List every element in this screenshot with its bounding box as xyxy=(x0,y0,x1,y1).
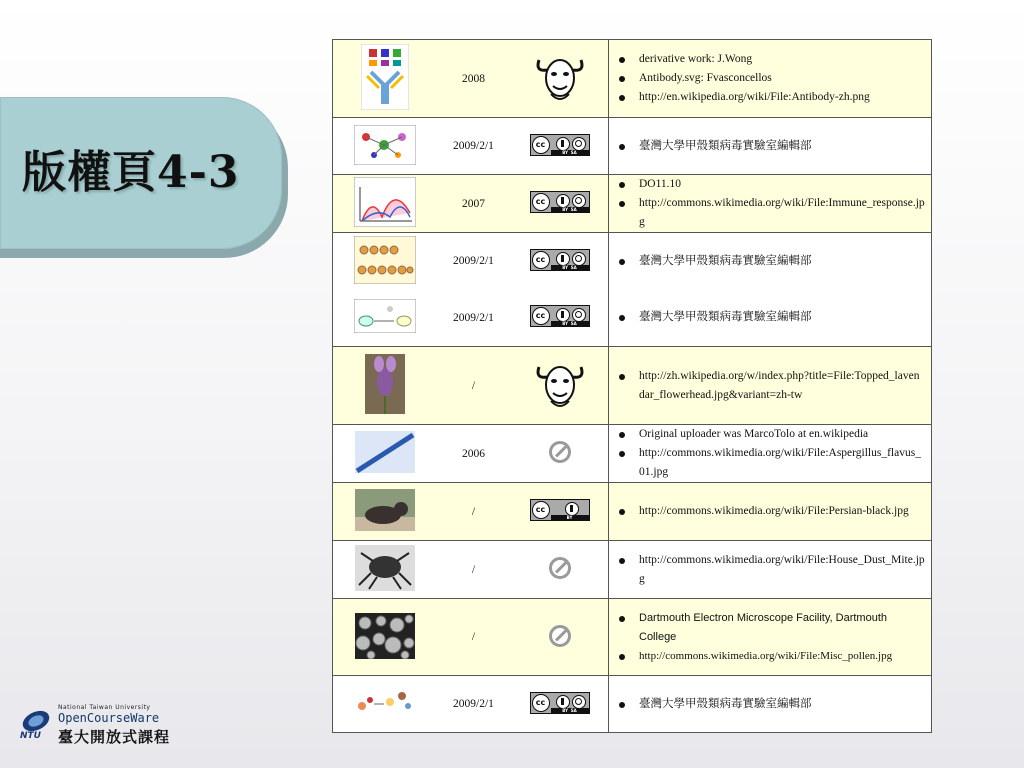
thumbnail-cell xyxy=(333,541,437,599)
date-cell: / xyxy=(436,541,511,599)
cc-by-sa-icon: cc BY SA xyxy=(530,305,590,327)
source-cell xyxy=(609,175,932,233)
source-item: DO11.10 xyxy=(617,175,925,194)
slide-title: 版權頁4-3 xyxy=(22,147,240,198)
ntu-ocw-logo xyxy=(18,704,218,748)
cc-by-sa-icon: cc BY SA xyxy=(530,249,590,271)
source-cell xyxy=(609,483,932,541)
thumbnail-cell xyxy=(333,425,437,483)
date-cell: 2009/2/1 xyxy=(436,118,511,175)
date-cell: 2009/2/1 xyxy=(436,676,511,733)
copyright-table xyxy=(332,39,932,733)
source-item: http://zh.wikipedia.org/w/index.php?title=File:Topped_lavendar_flowerhead.jpg&variant=zh-tw xyxy=(617,367,925,405)
source-item: Dartmouth Electron Microscope Facility, Dartmouth College xyxy=(617,609,925,647)
source-item: derivative work: J.Wong xyxy=(617,50,925,69)
source-cell xyxy=(609,347,932,425)
source-item: http://commons.wikimedia.org/wiki/File:House_Dust_Mite.jpg xyxy=(617,551,925,589)
table-row xyxy=(333,541,932,599)
infection-diagram-image xyxy=(354,688,416,718)
date-cell: / xyxy=(436,599,511,676)
source-cell xyxy=(609,40,932,118)
table-row xyxy=(333,175,932,233)
thumbnail-cell xyxy=(333,599,437,676)
table-row xyxy=(333,290,932,347)
public-domain-icon xyxy=(549,557,571,579)
table-row xyxy=(333,483,932,541)
source-item: http://commons.wikimedia.org/wiki/File:Immune_response.jpg xyxy=(617,194,925,232)
table-row xyxy=(333,118,932,175)
source-item: http://commons.wikimedia.org/wiki/File:Misc_pollen.jpg xyxy=(617,647,925,666)
gnu-icon xyxy=(533,50,587,104)
source-item: Antibody.svg: Fvasconcellos xyxy=(617,69,925,88)
date-cell: 2006 xyxy=(436,425,511,483)
date-cell: / xyxy=(436,483,511,541)
thumbnail-cell xyxy=(333,347,437,425)
source-cell xyxy=(609,233,932,290)
source-cell xyxy=(609,541,932,599)
university-label: National Taiwan University xyxy=(58,704,151,711)
thumbnail-cell xyxy=(333,118,437,175)
thumbnail-cell xyxy=(333,290,437,347)
license-cell xyxy=(511,425,609,483)
date-cell: 2009/2/1 xyxy=(436,233,511,290)
thumbnail-cell xyxy=(333,676,437,733)
license-cell xyxy=(511,118,609,175)
source-item: 臺灣大學甲殼類病毒實驗室編輯部 xyxy=(617,252,925,271)
cell-diagram-image xyxy=(354,125,416,165)
license-cell xyxy=(511,676,609,733)
public-domain-icon xyxy=(549,441,571,463)
source-item: http://commons.wikimedia.org/wiki/File:Aspergillus_flavus_01.jpg xyxy=(617,444,925,482)
date-cell: 2008 xyxy=(436,40,511,118)
public-domain-icon xyxy=(549,625,571,647)
table-row xyxy=(333,676,932,733)
source-cell xyxy=(609,676,932,733)
ocw-chinese-label: 臺大開放式課程 xyxy=(58,728,171,746)
source-item: 臺灣大學甲殼類病毒實驗室編輯部 xyxy=(617,695,925,714)
license-cell xyxy=(511,233,609,290)
source-cell xyxy=(609,118,932,175)
cc-by-sa-icon: cc BY SA xyxy=(530,692,590,714)
table-row xyxy=(333,599,932,676)
license-cell xyxy=(511,40,609,118)
source-item: http://commons.wikimedia.org/wiki/File:Persian-black.jpg xyxy=(617,502,925,521)
gnu-icon xyxy=(533,357,587,411)
thumbnail-cell xyxy=(333,175,437,233)
table-row xyxy=(333,40,932,118)
pollen-photo xyxy=(355,613,415,659)
source-item: Original uploader was MarcoTolo at en.wikipedia xyxy=(617,425,925,444)
thumbnail-cell xyxy=(333,233,437,290)
ocw-label: OpenCourseWare xyxy=(58,711,160,725)
persian-cat-photo xyxy=(355,489,415,531)
cells-grid-image xyxy=(354,236,416,284)
lavender-photo xyxy=(365,354,405,414)
aspergillus-photo xyxy=(355,431,415,473)
source-item: http://en.wikipedia.org/wiki/File:Antibody-zh.png xyxy=(617,88,925,107)
cc-by-icon: cc BY xyxy=(530,499,590,521)
source-item: 臺灣大學甲殼類病毒實驗室編輯部 xyxy=(617,308,925,327)
license-cell xyxy=(511,599,609,676)
license-cell xyxy=(511,347,609,425)
cc-by-sa-icon: cc BY SA xyxy=(530,134,590,156)
source-item: 臺灣大學甲殼類病毒實驗室編輯部 xyxy=(617,137,925,156)
source-cell xyxy=(609,290,932,347)
table-row xyxy=(333,347,932,425)
dust-mite-photo xyxy=(355,545,415,591)
cc-by-sa-icon: cc BY SA xyxy=(530,191,590,213)
antibody-diagram-image xyxy=(361,44,409,110)
date-cell: 2009/2/1 xyxy=(436,290,511,347)
thumbnail-cell xyxy=(333,483,437,541)
license-cell xyxy=(511,290,609,347)
license-cell xyxy=(511,541,609,599)
license-cell xyxy=(511,483,609,541)
immune-response-chart-image xyxy=(354,177,416,227)
table-row xyxy=(333,233,932,290)
source-cell xyxy=(609,599,932,676)
ntu-label: NTU xyxy=(20,731,41,741)
date-cell: / xyxy=(436,347,511,425)
source-cell xyxy=(609,425,932,483)
date-cell: 2007 xyxy=(436,175,511,233)
license-cell xyxy=(511,175,609,233)
table-row xyxy=(333,425,932,483)
thumbnail-cell xyxy=(333,40,437,118)
cell-process-image xyxy=(354,299,416,333)
